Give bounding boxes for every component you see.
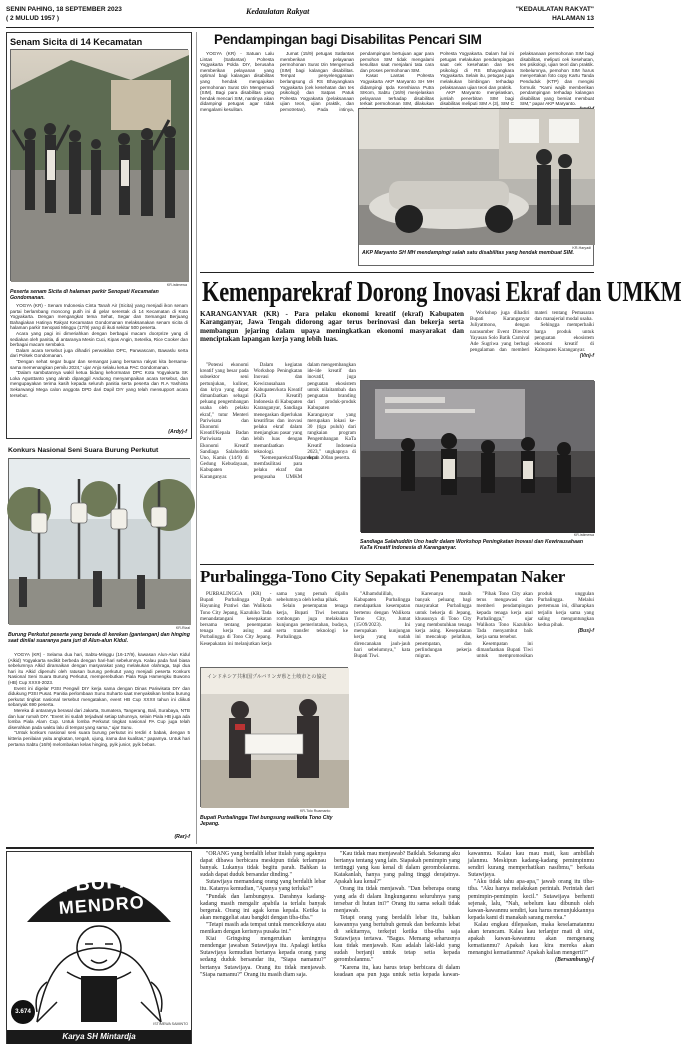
- story-paragraph: "ORANG yang berdalih lebar itulah yang agaknya dapat dibawa berbicara meskipun tidak terlampau banyak. Lukanya tidak begitu parah. Bahkan ia sudah dapat duduk bersandar dinding.": [200, 851, 326, 879]
- date-line: SENIN PAHING, 18 SEPTEMBER 2023: [6, 6, 122, 13]
- sicita-paragraph: Acara yang pagi ini dimeriahkan dengan berbagai macam doorprize yang di sediakan oleh panitia, di antaranya Mesin Cuci, Kipas Angin, Seterika, Rice Cooker dan berbagai macam sembako.: [10, 330, 188, 348]
- sicita-signature: (Ardy)-f: [168, 429, 187, 435]
- burung-caption: Burung Perkutut peserta yang berada di kerekan (gantangan) dan hinging saat dinilai suaranya para juri di Alun-alun Kidul.: [8, 632, 190, 644]
- ekraf-paragraph: Sehingga memperbaiki harga produk untuk penguatan ekosistem ekonomi kreatif di Kabupaten Karanganyar.: [534, 322, 594, 354]
- workshop-photo-image: [361, 381, 595, 533]
- mendro-story: [200, 851, 594, 1044]
- sicita-body: [10, 303, 188, 428]
- section-rule: [6, 847, 594, 849]
- sim-photo-credit: KR-Haryadi: [572, 246, 591, 250]
- sim-article: [200, 32, 594, 270]
- sim-photo-image: [359, 109, 595, 245]
- story-paragraph: Sutawijaya memandang orang yang berdalih lebar itu. Katanya kemudian, "Apanya yang terluka?": [200, 879, 326, 893]
- ekraf-paragraph: Workshop juga dihadiri Bupati Karanganyar Juliyatmono, dengan narasumber Event Director Yayasan Solo Batik Carnival Ade Sugriwa yang berbagi pengalaman dan memberi materi tentang Pemasaran dan manajerial modal usaha.: [470, 310, 594, 354]
- story-paragraph: "Aku tidak tahu apa-apa," jawab orang itu tiba-tiba. "Aku hanya melakukan perintah. Perintah dari pemimpin-pemimpin kecil." Sutawijaya berhenti sejenak, lalu, "Nah, sebelum kau dibunuh oleh kawan-kawanmu sendiri, kau harus menunjukkannya kepada kami di manakah sarang mereka.": [468, 879, 594, 921]
- sim-headline: Pendampingan bagi Disabilitas Pencari SIM: [214, 32, 482, 47]
- ekraf-body-top: [470, 310, 594, 374]
- story-paragraph: "Karena itu, kau harus tetap berbicara di dalam keadaan apa pun juga untuk setia kepada kawan-kawanmu. Kalau kau mau mati, kau ambillah jalanmu. Meskipun kadang-kadang pemimpinmu sendiri kurang memperhatikan nasibmu," berkata Sutawijaya.: [334, 851, 594, 978]
- sim-paragraph: Jumat (15/9) petugas Satlantas memberikan pelayanan permohonan Surat Izin Mengemudi (SIM) bagi kalangan disabilitas. Tempat penyelenggaraan berlangsung di RS Bhayangkara Yogyakarta (cek kesehatan dan tes psikologi) dan Satpas Patuk Polresta Yogyakarta (pelaksanaan ujian teori, ujian praktik, dan pemotretan). Pada intinya, pendampingan bertujuan agar para pemohon SIM tidak mengalami kesulitan saat menjalani tata cara dan proses permohonan SIM.: [280, 51, 434, 112]
- naker-body-left: [200, 591, 348, 665]
- masthead-rule: [6, 27, 594, 28]
- ekraf-paragraph: "Kemenparekraf/Baparekraf memfasilitasi para pelaku ekraf dan pengusaha UMKM dalam mengembangkan ide-ide kreatif dan inovatif, juga penguatan ekosistem untuk nilaitambah dan penguatan branding dari produk-produk Kabupaten Karanganyar yang merupakan lokasi ke-30 (tiga puluh) dari rangkaian program Pengembangan KaTa Kreatif Indonesia 2023," ungkapnya di depan 200an peserta.: [253, 362, 356, 480]
- burung-paragraph: "Untuk konkurs nasional seni suara burung perkutut ini terdiri 4 babak, dengan 5 kitteria penilaian yaitu angkatan, tengah, ujung, irama dan kualitas," papamya. Untuk hari pertama Sabtu (16/9) melombakan kelas hinging, pyik junior, pyik bebas.: [8, 730, 190, 747]
- sim-paragraph: AKP Maryanto menjelaskan, jumlah penerbitan SIM bagi disabilitas meliputi SIM A (3), SIM C pelaksanaan permohonan SIM bagi disabilitas, meliputi cek kesehatan, tes psikologi, ujian teori dan praktik. Sebelumnya, pemohon SIM harus menyertakan foto copy Kartu Tanda Penduduk (KTP) dan mengisi formulir. "Kami wajib memberikan pendampingan terhadap kalangan disabilitas yang bemiat membuat SIM," papar AKP Maryanto.: [440, 51, 594, 107]
- story-paragraph: Orang itu tidak menjawab. "Dan beberapa orang yang ada di dalam lingkungannu seluruhnya yang tersebar di hutan ini?" Orang itu sama sekali tidak menjawab.: [334, 886, 460, 914]
- section-rule: [200, 272, 594, 273]
- ekraf-body: [200, 362, 356, 560]
- perkutut-photo-image: [9, 459, 191, 625]
- mendro-title-line1: PI BUPATI: [47, 868, 154, 898]
- ekraf-headline: Kemenparekraf Dorong Inovasi Ekraf dan UMKM: [202, 276, 681, 308]
- sicita-paragraph: "Dalam sambutannya wakil ketua bidang kehormatan DPC Kota Yogyakarta SK Loka Agusttanto yang akrab dipanggil Anduong menyampaikan acara tersebut, dan mengupayakan terima kasih kepada seluruh panitia serta peserta dan R.A Yashinta Sekarwangi Mega calon anggota DPD dari Dapil DIY yang telah mensupport acara tersebut.: [10, 370, 188, 398]
- burung-headline: Konkurs Nasional Seni Suara Burung Perkutut: [8, 447, 159, 454]
- mendro-credit: ISTIMEWA SAMINTO: [153, 1022, 188, 1026]
- story-paragraph: Kalau engkau dilepaskan, maka keselamatanmu akan terancam. Kalau kau terlanjur mati di sini, apakah kawan-kawanmu akan mengenang kematianmu? Apakah kau kira mereka akan menangisi kematianmu? Apakah kalian mengerti?": [468, 921, 594, 957]
- column-divider: [196, 32, 197, 844]
- sicita-paragraph: Dalam acara tersebut juga dihadiri perwakilan DPC, Panwascam, Bawaslu serta dari Polsek Gondomanan.: [10, 347, 188, 359]
- sicita-headline: Senam Sicita di 14 Kecamatan: [10, 37, 143, 47]
- ekraf-article: [200, 276, 681, 562]
- sim-photo: [358, 108, 594, 266]
- sicita-caption: Peserta senam Sicita di halaman parkir Senopati Kecamatan Gondomanan.: [10, 289, 159, 301]
- ekraf-intro: KARANGANYAR (KR) - Para pelaku ekonomi kreatif (ekraf) Kabupaten Karanganyar, Jawa Tengah didorong agar terus berinovasi dan bekerja serta membangun jejaring dalam upaya meningkatkan ekonomi masyarakat dan menciptakan lapangan kerja yang lebih luas.: [200, 310, 464, 344]
- burung-signature: (Rar)-f: [174, 834, 190, 840]
- naker-headline: Purbalingga-Tono City Sepakati Penempatan Naker: [200, 567, 565, 586]
- issue-badge: 3.674: [11, 1000, 35, 1024]
- burung-box: [6, 445, 192, 844]
- burung-paragraph: Event ini digelar P3SI Pengwil DIY kerja sama dengan Dinas Pariwisata DIY dan didukung P3SI Pusat. Panitia perlombaan Sunu Suharto saat menyaksikan lomba burung perkutut tingkat nasional tersebut mengatakan, event HB Cup XXXII tahun ini diikuti sebanyak 690 peserta.: [8, 685, 190, 708]
- burung-photo: [8, 458, 190, 624]
- burung-body: [8, 652, 190, 834]
- story-signature: (Bersambung)-f: [555, 957, 594, 964]
- story-paragraph: Kiai Gringsing mengerutkan keningnya mendengar jawaban Sutawijaya itu. Apalagi ketika Sutawijaya kemudian bertanya kepada orang yang sedang duduk bersandar itu, "Siapa namamu?" bertanya Sutawijaya. Orang itu tidak menjawab. "Siapa namamu?" Orang itu masih diam saja.: [200, 936, 326, 978]
- senam-photo-image: [11, 50, 189, 282]
- naker-photo: [200, 667, 348, 807]
- naker-signature: (Bus)-f: [577, 628, 594, 635]
- naker-paragraph: Selain penempatan tenaga kerja, Bupati Tiwi bersama rombongan juga melakukan kunjungan pemerintahan, budaya, serta transfer teknologi ke Purbalingga.: [276, 603, 348, 641]
- ekraf-paragraph: Dalam kegiatan Workshop Peningkatan Inovasi dan Kewirausahaan Kabupaten/kota Kreatif (KaTa Kreatif) Indonesia di Kabupaten Karanganyar, Sandiaga menegaskan diperlukan kreatifitas dan inovasi pelaku ekraf dalam menjangkau pasar yang lebih luas dengan memanfaatkan teknologi.: [253, 362, 303, 455]
- ekraf-caption: Sandiaga Salahuddin Uno hadir dalam Workshop Peningkatan Inovasi dan Kewirausahaan KaTa Kreatif Indonesia di Karanganyar.: [360, 539, 584, 551]
- paper-name: "KEDAULATAN RAKYAT": [515, 6, 594, 13]
- naker-paragraph: "Pihak Tono City akan terus mengawasi dan memberi pendampingan kepada tenaga kerja asal Purbalingga," ujar Walikota Tono Kazuhiko Tada menyambut baik kerja sama tersebut.: [476, 591, 533, 641]
- naker-photo-credit: KR-Tolo Ruamanto: [300, 809, 331, 813]
- sicita-box: [6, 32, 192, 439]
- naker-article: [200, 567, 594, 844]
- naker-paragraph: Karenanya masih banyak peluang bagi masyarakat Purbalingga untuk bekerja di Jepang, khususnya di Tono City yang membutuhkan tenaga kerja asing. Kesepakatan ini mencakup pelatihan, penempatan, dan perlindungan pekerja migran.: [415, 591, 472, 660]
- sim-paragraph: Kasat Lantas Polresta Yogyakarta AKP Maryanto SH MH didampingi Ipda Kenshiana Putra SIKom, Sabtu (16/9) menjelaskan pelayanan terhadap disabilitas terkait permohonan SIM, dilakukan Polresta Yogyakarta. Dalam hal ini petugas melakukan pendampingan saat cek kesehatan dan tes psikologi di RS Bhayangkara Yogyakarta. Selain itu, petugas juga melakukan bimbingan terhadap pelaksanaan ujian teori dan praktik.: [360, 51, 514, 107]
- mendro-box: [6, 851, 192, 1044]
- mendro-author: Karya SH Mintardja: [7, 1030, 191, 1044]
- section-rule: [200, 564, 594, 565]
- naker-paragraph: PURBALINGGA (KR) - Bupati Purbalingga Dyah Hayuning Pratiwi dan Walikota Tono City Jepang, Kazuhiko Tada menandatangani kesepakatan bersama tentang penempatan tenaga kerja asing asal Purbalingga di Tono City Jepang. Kesepakatan ini melanjutkan kerja sama yang pernah dijalin sebelumnya oleh kedua pihak.: [200, 591, 348, 647]
- sicita-photo: [10, 49, 188, 281]
- naker-body-right: [354, 591, 594, 839]
- page-number: HALAMAN 13: [552, 15, 594, 22]
- ekraf-paragraph: "Potensi ekonomi kreatif yang besar pada subsektor seni pertunjukan, kuliner, dan kriya yang dapat dimanfaatkan sebagai peluang pengembangan usaha oleh pelaku ekraf," tutur Menteri Pariwisata dan Ekonomi Kreatif/Kepala Badan Pariwisata dan Ekonomi Kreatif Sandiaga Salahuddin Uno, Kamis (14/9) di Gedung Kebudayaan, Kabupaten Karanganyar.: [200, 362, 249, 480]
- burung-photo-credit: KR-Rizal: [175, 626, 190, 630]
- story-paragraph: Tetapi orang yang berdalih lebar itu, bahkan kawannya yang bertubuh gemuk dan berkumis lebat di sekitarnya, terkejut ketika tiba-tiba saja Sutawijaya tertawa. "Bagus. Memang seharusnya kau tidak menjawab. Kau adalah laki-laki yang sudah berjanji untuk tetap setia kepada gerombolanmu.": [334, 914, 460, 964]
- naker-paragraph: "Alhamdulillah, Kabupaten Purbalingga mendapatkan kesempatan bertemu dengan Walikota Tono City, Jumat (15/09/2023). Ini merupakan kunjungan kerja yang sudah direncanakan jauh-jauh hari sebelumnya," kata Bupati Tiwi.: [354, 591, 411, 660]
- sicita-photo-credit: KR-istimewa: [166, 283, 187, 287]
- sim-paragraph: YOGYA (KR) - Satuan Lalu Lintas (Satlantas) Polresta Yogyakarta Polda DIY, berusaha memberikan pelayanan yang optimal bagi kalangan disabilitas yang hendak mengajukan permohonan Surat Izin Mengemudi (SIM). Bagi para disabilitas yang hendak mencari SIM, nantinya akan didampingi petugas agar tidak mengalami kesulitan.: [200, 51, 274, 112]
- naker-paragraph: Kesempatan ini dimanfaatkan Bupati Tiwi untuk mempromosikan produk unggulan Purbalingga. Melalui pertemuan ini, diharapkan terjalin kerja sama yang saling menguntungkan kedua pihak.: [476, 591, 594, 660]
- naker-caption: Bupati Purbalingga Tiwi bungsung walikota Tono City Jepang.: [200, 815, 333, 827]
- story-paragraph: "Kau tidak mau menjawab? Baiklah. Sekarang aku bertanya tentang yang lain. Siapakah pemimpin yang tertinggi yang kau kenal di dalam gerombolanmu. Katakanlah, hanya yang paling tinggi derajatnya. Apakah kau kenal?": [334, 851, 461, 886]
- story-paragraph: "Pundak dan lambungnya. Darahnya kadang-kadang masih mengalir apabila ia terlalu banyak bergerak. Orang ini agak keras kepala. Ketika ia akan menggeliat atau bangkit dengan tiba-tiba.": [200, 893, 326, 921]
- sicita-paragraph: "Dengan sehat segar bugar dan semangat juang bersama rakyat kita bersama-sama memenangkan pemilu 2024," ujar Anjo selaku ketua PAC Gondomanan.: [10, 358, 188, 370]
- masthead: [6, 4, 594, 26]
- sicita-paragraph: YOGYA (KR) - Senam Indonesia Cinta Tanah Air (Sicita) yang menjadi ikon senam partai berlambang moncong putih ini di gelar serentak di 14 Kecamatan di Kota Yogyakarta. Dengan mengangkat tema Sehat, Segar dan Semangat Berjuang Bahagiakan Hatinya Rakyat Kecamatan Gondomanan melaksanakan senam sicita di halaman parkir Senopati Minggu (17/9) yang di ikuti sekitar 500 peserta.: [10, 303, 188, 331]
- story-paragraph: "Tetapi masih ada tempat untuk mencekiknya atau menikam dengan kerisnya pusaka ini.": [200, 921, 326, 936]
- mou-banner: インドネシア共和国プルバリンガ県と土岐市との協定: [207, 674, 327, 680]
- mou-photo-image: [201, 668, 349, 808]
- burung-paragraph: Mereka di antaranya berasal dari Jakarta, Sumatera, Tangerang, Bali, Surabaya, NTB dan luar rumah DIY. "Event ini sudah terjadwal setiap tahunnya, selain Piala HB juga ada lomba Piala Alam Cup. Untuk lomba Perkutut tingkat nasional PA Cup juga telah diserahkan pada waktu lalu di tempat yang sama," ujar Sunu.: [8, 707, 190, 730]
- brand-logo: Kedaulatan Rakyat: [246, 7, 310, 16]
- ekraf-photo: [360, 380, 594, 532]
- burung-paragraph: YOGYA (KR) - Selama dua hari, Sabtu-Minggu (16-17/9), kawasan Alun-Alun Kidul (Alkid) Yogyakarta sedikit berbeda dengan hari-hari sebelumnya. Kalau pada hari biasa sebelumnya Alkid diramaikan dengan masyarakat yang melakukan olahraga, tapi dua hari itu Alkid dipenuhi oleh ratusan burung perkutut yang menjadi peserta Konkurs Nasional Seni Suara Burung Perkutut, memperebutkan Piala Raja Hamengku Buwono (HB) Cup XXXII-2023.: [8, 652, 190, 685]
- sim-caption: AKP Maryanto SH MH mendampingi salah satu disabilitas yang hendak membuat SIM.: [362, 250, 574, 256]
- ekraf-signature: (Vin)-f: [579, 353, 594, 360]
- ekraf-photo-credit: KR-istimewa: [573, 533, 594, 537]
- mendro-title-line2: MENDRO: [58, 891, 146, 918]
- date-line-java: ( 2 MULUD 1957 ): [6, 15, 60, 22]
